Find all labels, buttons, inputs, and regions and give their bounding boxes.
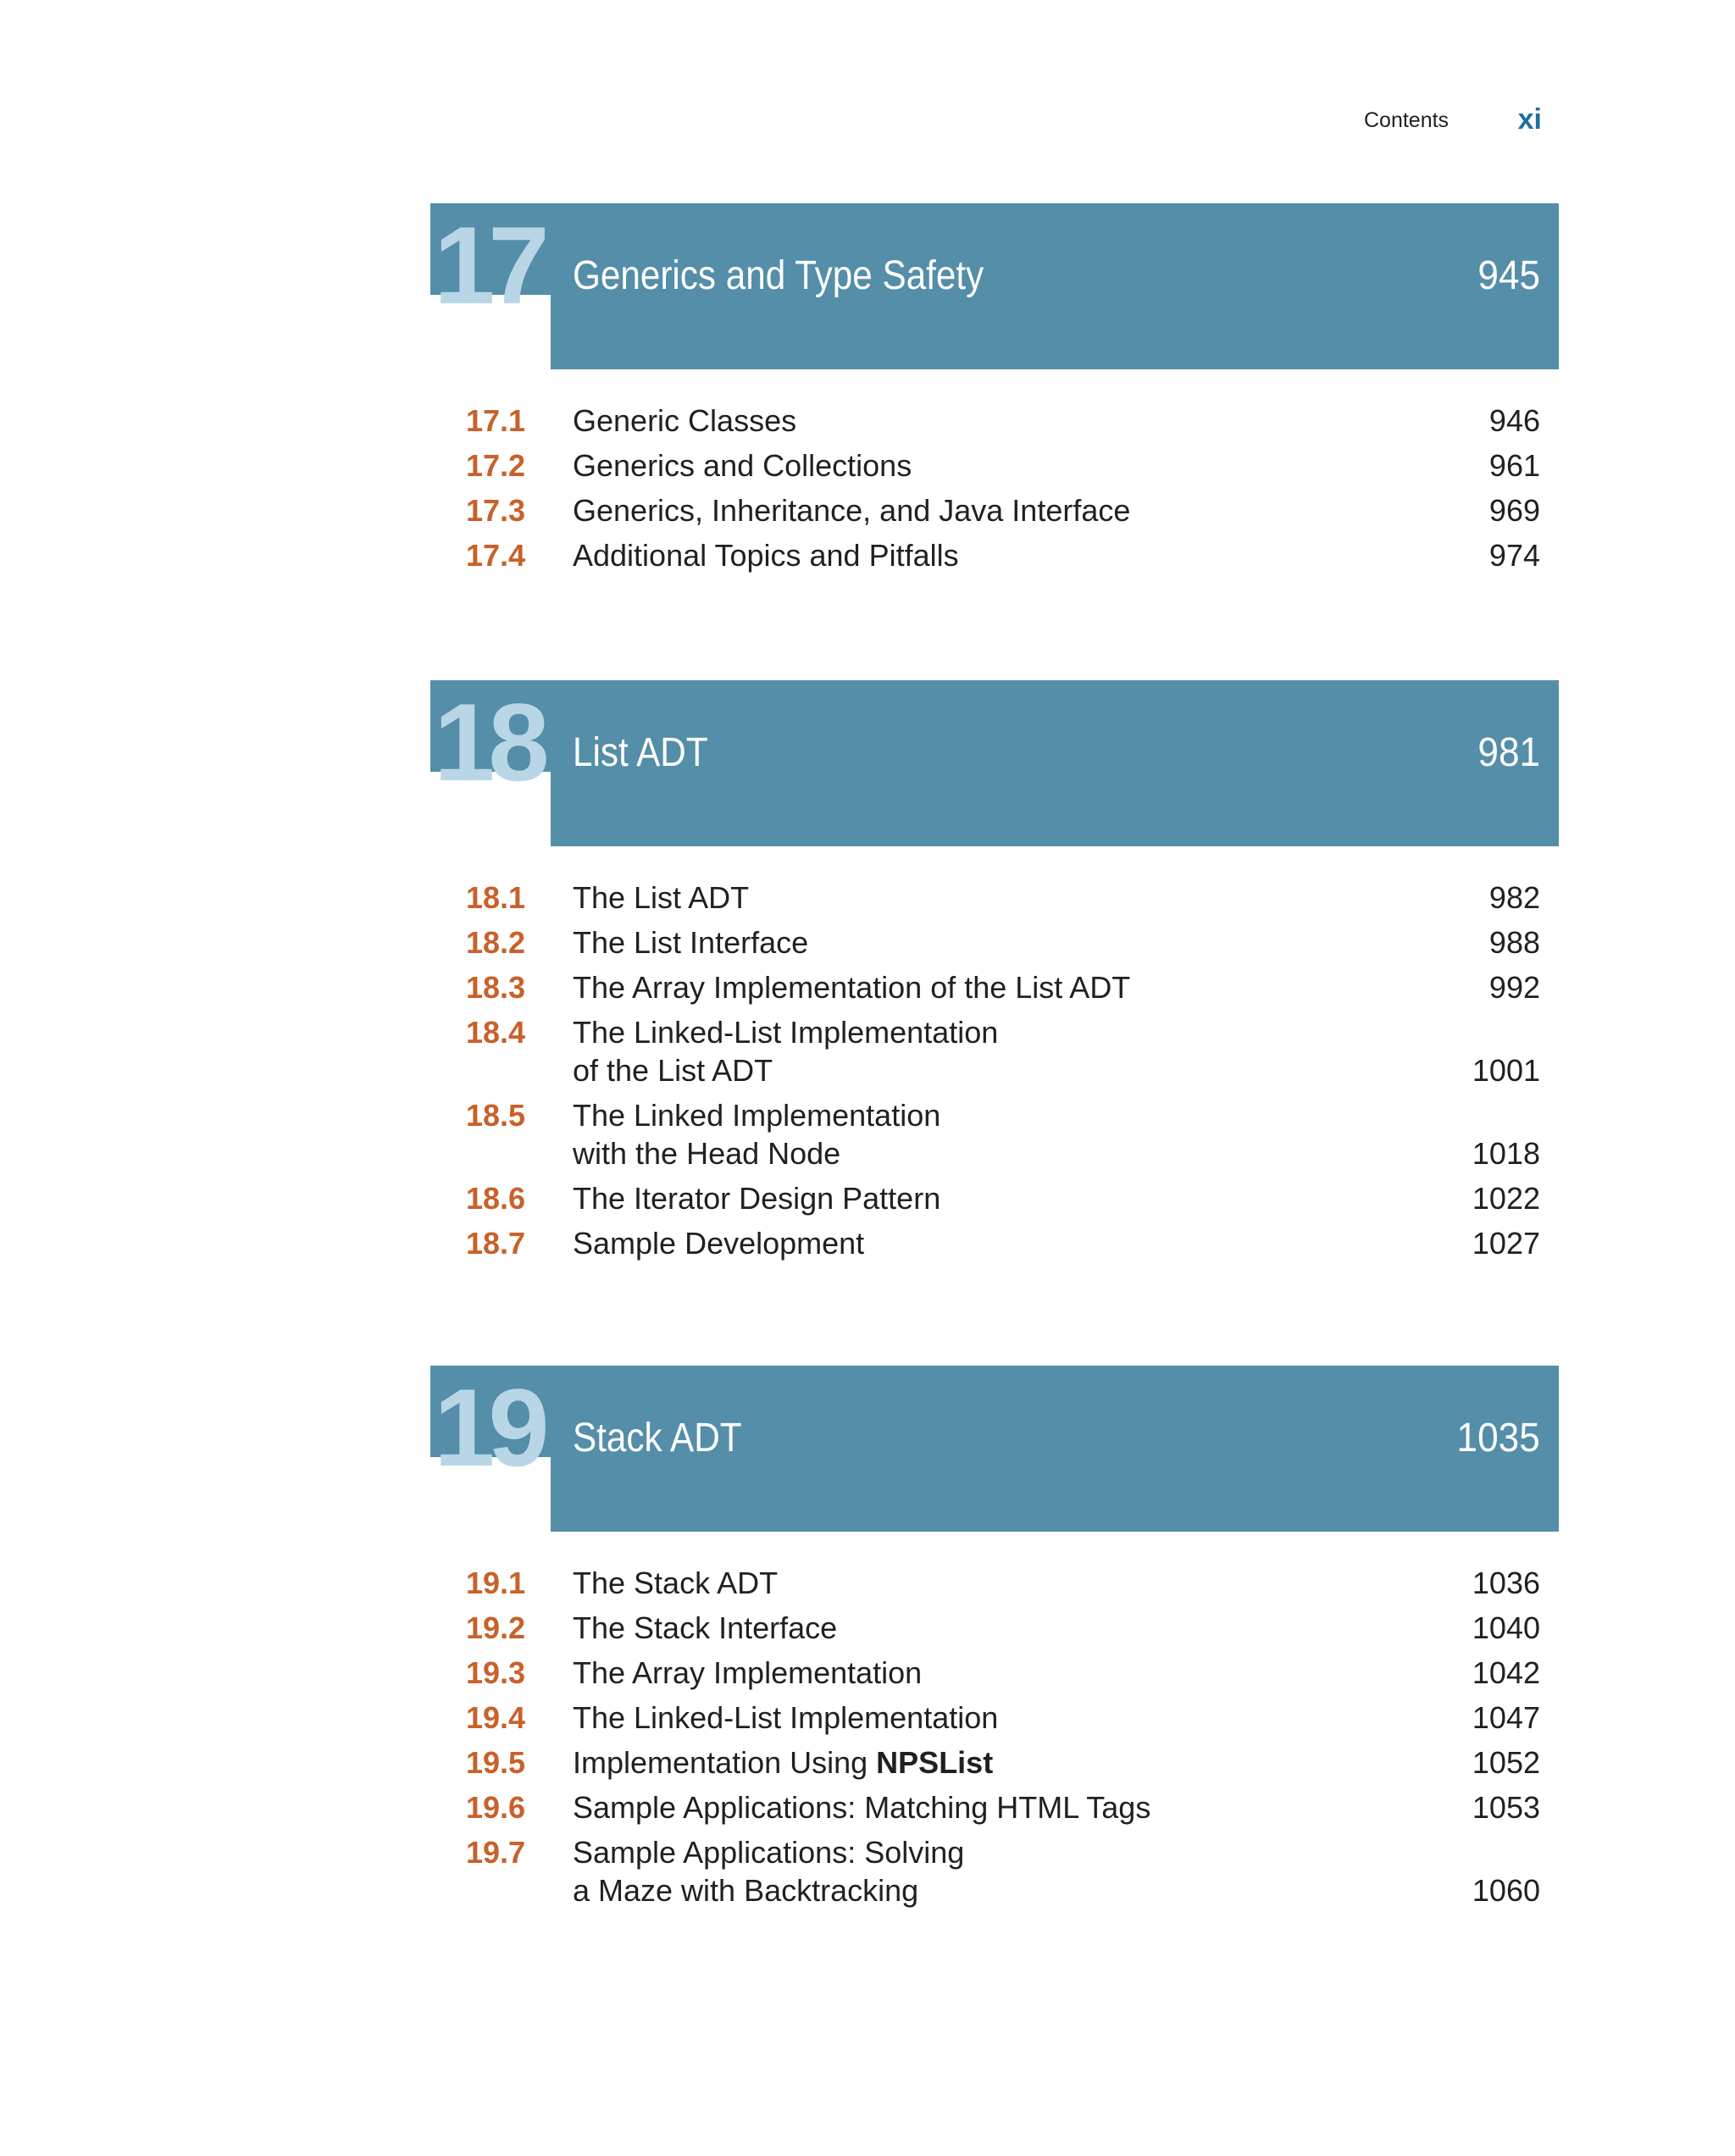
- chapter-banner[interactable]: [430, 680, 1559, 846]
- section-title-text: Sample Applications: Matching HTML Tags: [573, 1790, 1151, 1825]
- section-page-number: 1042: [1472, 1655, 1540, 1690]
- section-title-text: Sample Development: [573, 1226, 865, 1261]
- running-head: [1322, 103, 1550, 137]
- section-page-number: 992: [1488, 970, 1540, 1005]
- section-page-number: 1053: [1472, 1790, 1540, 1825]
- section-number: 19.7: [466, 1835, 526, 1870]
- toc-entry[interactable]: [430, 536, 1559, 574]
- page-number: xi: [1517, 103, 1542, 136]
- section-title-line: [573, 446, 1335, 485]
- chapter-page-number: 945: [1477, 253, 1540, 298]
- chapter-title: Generics and Type Safety: [573, 253, 984, 298]
- section-title-line: [573, 1224, 1335, 1262]
- chapter-banner[interactable]: [430, 1366, 1559, 1532]
- section-title-line: [573, 1699, 1335, 1737]
- section-title: [573, 1179, 1335, 1217]
- section-title-line: [573, 536, 1335, 574]
- section-page-number: 961: [1488, 448, 1540, 483]
- toc-entry[interactable]: [430, 1564, 1559, 1602]
- section-number: 19.5: [466, 1745, 526, 1780]
- section-title-line: [573, 1096, 1335, 1134]
- section-page-number: 974: [1488, 538, 1540, 573]
- section-title-line: [573, 968, 1335, 1006]
- section-page-number: 1060: [1472, 1873, 1540, 1908]
- section-title-line: [573, 1609, 1335, 1647]
- section-title-text: The List ADT: [573, 880, 750, 915]
- section-number: 19.3: [466, 1655, 526, 1690]
- section-page-number: 1022: [1472, 1181, 1540, 1216]
- chapter-title: List ADT: [573, 730, 708, 775]
- section-number: 18.1: [466, 880, 526, 915]
- section-title: [573, 1743, 1335, 1782]
- section-list: [430, 878, 1559, 1262]
- toc-entry[interactable]: [430, 446, 1559, 485]
- section-title-text: The Linked-List Implementation: [573, 1700, 999, 1735]
- toc-entry[interactable]: [430, 1179, 1559, 1217]
- section-title-text: Sample Applications: Solving: [573, 1835, 965, 1870]
- section-title: [573, 1609, 1335, 1647]
- section-title-line: [573, 923, 1335, 962]
- section-page-number: 1052: [1472, 1745, 1540, 1780]
- section-title-line: [573, 491, 1335, 529]
- section-number: 17.3: [466, 493, 526, 528]
- section-title: [573, 536, 1335, 574]
- section-title-text: The Linked Implementation: [573, 1098, 941, 1133]
- section-page-number: 982: [1488, 880, 1540, 915]
- section-page-number: 1001: [1472, 1053, 1540, 1088]
- section-title: [573, 402, 1335, 440]
- section-title: [573, 968, 1335, 1006]
- section-title: [573, 1564, 1335, 1602]
- chapter-19: [430, 1366, 1559, 1916]
- section-title-text: Generic Classes: [573, 403, 797, 438]
- toc-entry[interactable]: [430, 1788, 1559, 1826]
- section-number: 18.7: [466, 1226, 526, 1261]
- toc-entry[interactable]: [430, 491, 1559, 529]
- section-title-text: The Stack Interface: [573, 1610, 838, 1645]
- section-page-number: 1018: [1472, 1136, 1540, 1171]
- section-list: [430, 1564, 1559, 1909]
- section-number: 18.3: [466, 970, 526, 1005]
- chapter-17: [430, 203, 1559, 581]
- section-page-number: 946: [1488, 403, 1540, 438]
- class-name-bold: NPSList: [876, 1745, 994, 1780]
- section-number: 19.6: [466, 1790, 526, 1825]
- section-page-number: 1047: [1472, 1700, 1540, 1735]
- toc-entry[interactable]: [430, 1609, 1559, 1647]
- section-title-line: [573, 1134, 1335, 1172]
- section-number: 18.5: [466, 1098, 526, 1133]
- section-title: [573, 1224, 1335, 1262]
- section-list: [430, 402, 1559, 574]
- section-title-line: [573, 402, 1335, 440]
- section-number: 18.2: [466, 925, 526, 960]
- section-title-line: [573, 1871, 1335, 1909]
- section-page-number: 988: [1488, 925, 1540, 960]
- section-title: [573, 491, 1335, 529]
- section-title: [573, 923, 1335, 962]
- section-title: [573, 1788, 1335, 1826]
- chapter-18: [430, 680, 1559, 1269]
- section-title: [573, 1654, 1335, 1692]
- section-title-text: Generics, Inheritance, and Java Interface: [573, 493, 1131, 528]
- toc-entry[interactable]: [430, 402, 1559, 440]
- section-number: 19.4: [466, 1700, 526, 1735]
- section-title-text: The List Interface: [573, 925, 809, 960]
- section-title: [573, 1096, 1335, 1172]
- section-number: 19.1: [466, 1566, 526, 1600]
- toc-entry[interactable]: [430, 1833, 1559, 1909]
- toc-entry[interactable]: [430, 1654, 1559, 1692]
- section-title-text: The Iterator Design Pattern: [573, 1181, 941, 1216]
- section-title-text: with the Head Node: [573, 1136, 841, 1171]
- toc-entry[interactable]: [430, 1699, 1559, 1737]
- section-number: 17.4: [466, 538, 526, 573]
- section-title-line: [573, 1788, 1335, 1826]
- section-title-text: Additional Topics and Pitfalls: [573, 538, 959, 573]
- toc-entry[interactable]: [430, 1013, 1559, 1089]
- section-title-text: The Array Implementation of the List ADT: [573, 970, 1131, 1005]
- section-title: [573, 878, 1335, 917]
- section-title-line: [573, 1051, 1335, 1089]
- chapter-page-number: 1035: [1456, 1416, 1540, 1460]
- toc-entry[interactable]: [430, 923, 1559, 962]
- section-title: [573, 1699, 1335, 1737]
- section-title: [573, 1833, 1335, 1909]
- section-title-line: [573, 1564, 1335, 1602]
- toc-entry[interactable]: [430, 1224, 1559, 1262]
- section-number: 19.2: [466, 1610, 526, 1645]
- section-title-text: Implementation Using: [573, 1745, 877, 1780]
- section-number: 18.4: [466, 1015, 526, 1050]
- section-number: 18.6: [466, 1181, 526, 1216]
- section-title-text: The Stack ADT: [573, 1566, 779, 1600]
- section-title-line: [573, 1833, 1335, 1871]
- chapter-number: 17: [434, 203, 543, 327]
- section-number: 17.1: [466, 403, 526, 438]
- chapter-page-number: 981: [1477, 730, 1540, 775]
- section-number: 17.2: [466, 448, 526, 483]
- section-page-number: 1027: [1472, 1226, 1540, 1261]
- section-title-line: [573, 1743, 1335, 1782]
- toc-entry[interactable]: [430, 968, 1559, 1006]
- chapter-number: 19: [434, 1366, 543, 1489]
- section-title-text: Generics and Collections: [573, 448, 912, 483]
- section-title-line: [573, 1654, 1335, 1692]
- section-title-line: [573, 1013, 1335, 1051]
- section-title-text: The Array Implementation: [573, 1655, 923, 1690]
- section-title-line: [573, 1179, 1335, 1217]
- section-title-text: of the List ADT: [573, 1053, 773, 1088]
- toc-entry[interactable]: [430, 1743, 1559, 1782]
- section-page-number: 1040: [1472, 1610, 1540, 1645]
- section-title-text: The Linked-List Implementation: [573, 1015, 999, 1050]
- chapter-number: 18: [434, 680, 543, 804]
- section-page-number: 1036: [1472, 1566, 1540, 1600]
- section-title: [573, 1013, 1335, 1089]
- chapter-title: Stack ADT: [573, 1416, 742, 1460]
- section-title-text: a Maze with Backtracking: [573, 1873, 919, 1908]
- toc-entry[interactable]: [430, 878, 1559, 917]
- section-title: [573, 446, 1335, 485]
- section-title-line: [573, 878, 1335, 917]
- chapter-banner[interactable]: [430, 203, 1559, 369]
- section-page-number: 969: [1488, 493, 1540, 528]
- toc-entry[interactable]: [430, 1096, 1559, 1172]
- running-head-label: Contents: [1364, 108, 1450, 132]
